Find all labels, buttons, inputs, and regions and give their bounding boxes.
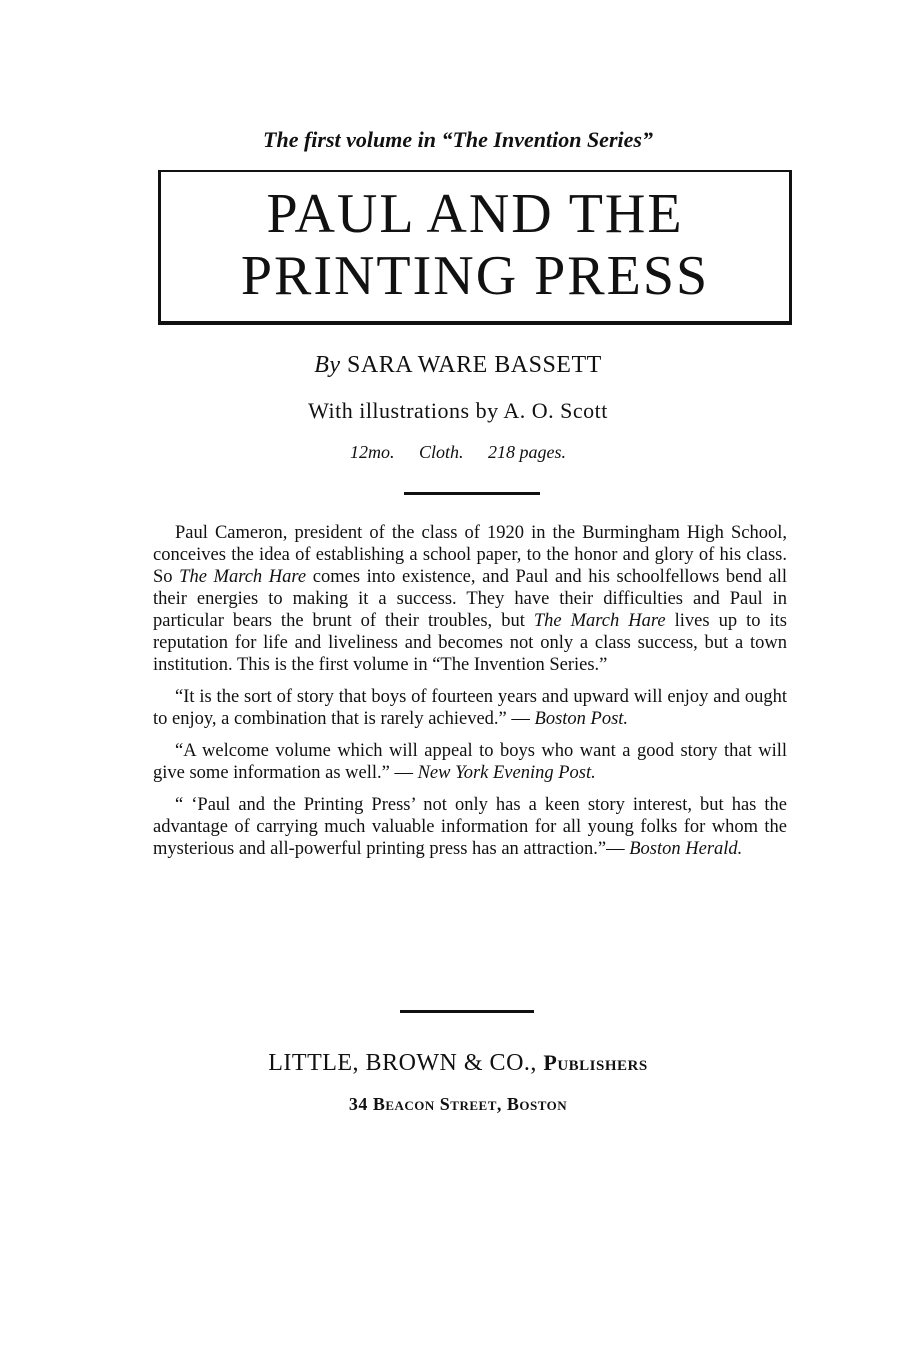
review-source: New York Evening Post. xyxy=(417,763,596,783)
publisher-line xyxy=(0,1050,916,1077)
publisher-role: Publishers xyxy=(543,1050,648,1075)
review-quote xyxy=(153,794,787,860)
paper-title-2: The March Hare xyxy=(533,611,666,631)
divider-rule-top xyxy=(404,492,540,495)
author-name: SARA WARE BASSETT xyxy=(347,352,602,378)
paper-title-1: The March Hare xyxy=(179,567,307,587)
publisher-address: 34 Beacon Street, Boston xyxy=(348,1094,568,1114)
description-paragraph xyxy=(153,522,787,676)
format-size: 12mo. xyxy=(349,442,395,462)
review-text: “ ‘Paul and the Printing Press’ not only has a keen story interest, but has the advantage of carrying much valuable information for all young folks for whom the mysterious and all-powerful printing press has an attraction.”— xyxy=(153,795,787,859)
title-line-2: PRINTING PRESS xyxy=(240,245,710,307)
review-text: “It is the sort of story that boys of fourteen years and upward will enjoy and ought to enjoy, a combination that is rarely achieved.” — xyxy=(153,687,787,729)
review-quote xyxy=(153,686,787,730)
format-line xyxy=(0,442,916,463)
book-title xyxy=(158,183,792,307)
review-quote xyxy=(153,740,787,784)
review-text: “A welcome volume which will appeal to boys who want a good story that will give some information as well.” — xyxy=(153,741,787,783)
divider-rule-bottom xyxy=(400,1010,534,1013)
review-source: Boston Herald. xyxy=(629,839,743,859)
series-prefix: The first volume in xyxy=(263,127,436,152)
format-binding: Cloth. xyxy=(418,442,464,462)
series-name: “The Invention Series” xyxy=(441,127,653,152)
publisher-name: LITTLE, BROWN & CO., xyxy=(268,1050,537,1076)
series-note xyxy=(0,127,916,153)
description-text-c: lives up to its reputation for life and liveliness and becomes not only a class success, but a town institution. This is the first volume in “The Invention Series.” xyxy=(153,611,787,675)
description-text-b: comes into existence, and Paul and his schoolfellows bend all their energies to making it a success. They have their difficulties and Paul in particular bears the brunt of their troubles, but xyxy=(153,567,787,631)
format-pages: 218 pages. xyxy=(488,442,566,462)
description-text-a: Paul Cameron, president of the class of 1920 in the Burmingham High School, conceives the idea of establishing a school paper, to the honor and glory of his class. So xyxy=(153,523,787,587)
illustrator-line: With illustrations by A. O. Scott xyxy=(308,398,608,423)
description-block xyxy=(153,522,787,870)
review-source: Boston Post. xyxy=(534,709,629,729)
by-label: By xyxy=(314,352,341,378)
title-line-1: PAUL AND THE xyxy=(266,183,684,245)
author-line xyxy=(0,352,916,379)
